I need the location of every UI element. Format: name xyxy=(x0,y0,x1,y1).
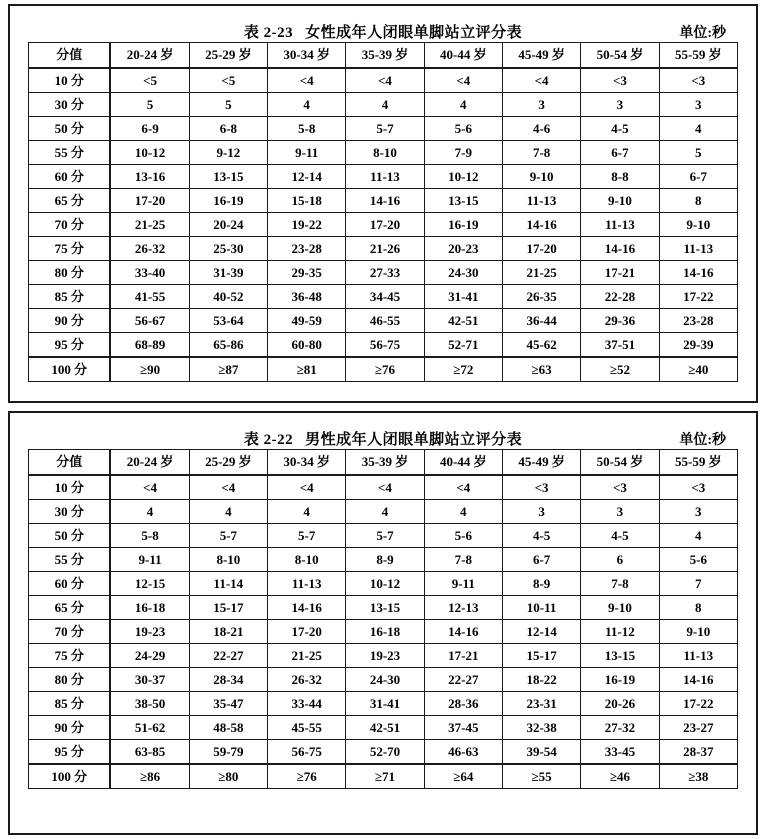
table-cell: 38-50 xyxy=(110,692,189,716)
table-row xyxy=(29,716,738,740)
table-cell: 4 xyxy=(268,93,346,117)
table-cell: 17-21 xyxy=(581,261,659,285)
row-score-label: 70 分 xyxy=(29,620,111,644)
table-row xyxy=(29,500,738,524)
table-cell: 63-85 xyxy=(110,740,189,765)
table-cell: 4 xyxy=(189,500,267,524)
table-cell: <3 xyxy=(581,68,659,93)
table-cell: 16-19 xyxy=(581,668,659,692)
table-cell: 31-41 xyxy=(346,692,424,716)
table-cell: 16-19 xyxy=(424,213,502,237)
table-cell: <5 xyxy=(110,68,189,93)
table-cell: 16-19 xyxy=(189,189,267,213)
score-table-male xyxy=(28,449,738,789)
table-cell: 24-30 xyxy=(424,261,502,285)
table-header-male xyxy=(29,450,738,476)
header-age-55-59: 55-59 岁 xyxy=(659,450,737,476)
table-row xyxy=(29,165,738,189)
table-cell: 37-45 xyxy=(424,716,502,740)
table-cell: 7-8 xyxy=(424,548,502,572)
table-cell: 8-9 xyxy=(502,572,580,596)
table-cell: ≥40 xyxy=(659,357,737,382)
row-score-label: 50 分 xyxy=(29,524,111,548)
table-cell: 8 xyxy=(659,596,737,620)
table-cell: ≥71 xyxy=(346,764,424,789)
header-age-45-49: 45-49 岁 xyxy=(502,43,580,69)
table-cell: 12-13 xyxy=(424,596,502,620)
table-title: 女性成年人闭眼单脚站立评分表 xyxy=(305,25,523,41)
table-cell: 42-51 xyxy=(346,716,424,740)
table-cell: 9-11 xyxy=(268,141,346,165)
header-age-40-44: 40-44 岁 xyxy=(424,43,502,69)
table-body-male xyxy=(29,475,738,789)
table-cell: 21-25 xyxy=(502,261,580,285)
table-row xyxy=(29,548,738,572)
table-cell: 53-64 xyxy=(189,309,267,333)
table-cell: 33-44 xyxy=(268,692,346,716)
table-cell: 3 xyxy=(581,500,659,524)
table-cell: 28-36 xyxy=(424,692,502,716)
table-cell: 5 xyxy=(189,93,267,117)
table-cell: 11-13 xyxy=(346,165,424,189)
table-cell: 15-17 xyxy=(502,644,580,668)
table-cell: 68-89 xyxy=(110,333,189,358)
table-cell: 9-10 xyxy=(581,189,659,213)
table-cell: 8 xyxy=(659,189,737,213)
table-cell: 15-17 xyxy=(189,596,267,620)
table-cell: 23-27 xyxy=(659,716,737,740)
row-score-label: 65 分 xyxy=(29,596,111,620)
table-row xyxy=(29,189,738,213)
table-cell: 45-55 xyxy=(268,716,346,740)
table-cell: 5 xyxy=(110,93,189,117)
table-cell: 22-28 xyxy=(581,285,659,309)
table-cell: 28-37 xyxy=(659,740,737,765)
table-cell: ≥90 xyxy=(110,357,189,382)
table-cell: 7 xyxy=(659,572,737,596)
caption-main xyxy=(244,21,522,42)
table-cell: 29-39 xyxy=(659,333,737,358)
table-cell: 9-10 xyxy=(502,165,580,189)
row-score-label: 55 分 xyxy=(29,141,111,165)
table-cell: 22-27 xyxy=(424,668,502,692)
table-number: 表 2-23 xyxy=(243,25,294,41)
table-cell: 4 xyxy=(346,93,424,117)
table-cell: 7-8 xyxy=(581,572,659,596)
table-cell: 37-51 xyxy=(581,333,659,358)
table-cell: 5-7 xyxy=(189,524,267,548)
table-cell: <4 xyxy=(346,475,424,500)
table-cell: 17-20 xyxy=(268,620,346,644)
table-row xyxy=(29,117,738,141)
table-row xyxy=(29,141,738,165)
table-cell: 26-32 xyxy=(268,668,346,692)
table-row xyxy=(29,213,738,237)
table-cell: 33-45 xyxy=(581,740,659,765)
table-cell: 29-36 xyxy=(581,309,659,333)
table-cell: 56-75 xyxy=(346,333,424,358)
table-title: 男性成年人闭眼单脚站立评分表 xyxy=(305,432,523,448)
table-row xyxy=(29,237,738,261)
table-cell: 9-11 xyxy=(110,548,189,572)
table-cell: 26-32 xyxy=(110,237,189,261)
table-cell: 5 xyxy=(659,141,737,165)
header-age-30-34: 30-34 岁 xyxy=(268,450,346,476)
table-cell: 60-80 xyxy=(268,333,346,358)
table-cell: 5-7 xyxy=(268,524,346,548)
table-cell: 4 xyxy=(346,500,424,524)
header-age-25-29: 25-29 岁 xyxy=(189,450,267,476)
table-caption-female xyxy=(28,12,738,42)
table-cell: 14-16 xyxy=(346,189,424,213)
table-cell: 14-16 xyxy=(502,213,580,237)
table-cell: 11-13 xyxy=(268,572,346,596)
table-unit-label: 单位:秒 xyxy=(679,433,726,448)
table-cell: 6-9 xyxy=(110,117,189,141)
table-cell: 9-11 xyxy=(424,572,502,596)
table-cell: ≥86 xyxy=(110,764,189,789)
table-cell: ≥76 xyxy=(346,357,424,382)
table-cell: <4 xyxy=(424,475,502,500)
table-cell: 42-51 xyxy=(424,309,502,333)
table-cell: 19-23 xyxy=(346,644,424,668)
row-score-label: 60 分 xyxy=(29,165,111,189)
table-cell: <4 xyxy=(424,68,502,93)
table-cell: ≥46 xyxy=(581,764,659,789)
table-cell: 8-9 xyxy=(346,548,424,572)
table-cell: 11-12 xyxy=(581,620,659,644)
row-score-label: 75 分 xyxy=(29,644,111,668)
table-cell: 23-31 xyxy=(502,692,580,716)
table-cell: 31-41 xyxy=(424,285,502,309)
table-cell: <4 xyxy=(502,68,580,93)
table-cell: 5-6 xyxy=(659,548,737,572)
header-age-20-24: 20-24 岁 xyxy=(110,450,189,476)
header-age-20-24: 20-24 岁 xyxy=(110,43,189,69)
table-cell: 4-6 xyxy=(502,117,580,141)
header-age-35-39: 35-39 岁 xyxy=(346,450,424,476)
table-cell: 56-75 xyxy=(268,740,346,765)
table-cell: 4 xyxy=(424,93,502,117)
row-score-label: 10 分 xyxy=(29,475,111,500)
header-score: 分值 xyxy=(29,43,111,69)
table-cell: 14-16 xyxy=(659,261,737,285)
table-cell: 16-18 xyxy=(346,620,424,644)
table-cell: 10-12 xyxy=(424,165,502,189)
table-row xyxy=(29,644,738,668)
table-cell: 19-23 xyxy=(110,620,189,644)
table-row xyxy=(29,261,738,285)
row-score-label: 90 分 xyxy=(29,716,111,740)
table-cell: 3 xyxy=(502,93,580,117)
row-score-label: 70 分 xyxy=(29,213,111,237)
row-score-label: 60 分 xyxy=(29,572,111,596)
table-cell: 13-15 xyxy=(189,165,267,189)
table-cell: ≥38 xyxy=(659,764,737,789)
table-cell: 16-18 xyxy=(110,596,189,620)
table-row xyxy=(29,572,738,596)
table-cell: 18-21 xyxy=(189,620,267,644)
header-age-50-54: 50-54 岁 xyxy=(581,43,659,69)
table-cell: 28-34 xyxy=(189,668,267,692)
header-age-30-34: 30-34 岁 xyxy=(268,43,346,69)
table-cell: <4 xyxy=(110,475,189,500)
table-cell: 6-7 xyxy=(581,141,659,165)
table-cell: 12-15 xyxy=(110,572,189,596)
table-cell: 4-5 xyxy=(581,117,659,141)
table-cell: <3 xyxy=(581,475,659,500)
table-cell: 35-47 xyxy=(189,692,267,716)
table-cell: 24-29 xyxy=(110,644,189,668)
table-cell: 3 xyxy=(659,500,737,524)
table-cell: 40-52 xyxy=(189,285,267,309)
table-cell: 48-58 xyxy=(189,716,267,740)
table-cell: 14-16 xyxy=(424,620,502,644)
table-cell: 9-10 xyxy=(659,213,737,237)
table-cell: 13-15 xyxy=(581,644,659,668)
table-cell: 6-7 xyxy=(659,165,737,189)
table-row xyxy=(29,475,738,500)
table-cell: 13-16 xyxy=(110,165,189,189)
row-score-label: 10 分 xyxy=(29,68,111,93)
table-cell: 13-15 xyxy=(424,189,502,213)
table-cell: 6 xyxy=(581,548,659,572)
row-score-label: 85 分 xyxy=(29,692,111,716)
table-cell: 65-86 xyxy=(189,333,267,358)
row-score-label: 50 分 xyxy=(29,117,111,141)
table-row xyxy=(29,668,738,692)
row-score-label: 100 分 xyxy=(29,357,111,382)
table-cell: 52-70 xyxy=(346,740,424,765)
table-cell: 20-23 xyxy=(424,237,502,261)
table-cell: 11-13 xyxy=(581,213,659,237)
table-cell: <3 xyxy=(659,475,737,500)
header-age-40-44: 40-44 岁 xyxy=(424,450,502,476)
table-cell: 21-25 xyxy=(268,644,346,668)
table-block-male xyxy=(8,411,758,835)
row-score-label: 80 分 xyxy=(29,668,111,692)
table-cell: 7-9 xyxy=(424,141,502,165)
table-cell: 5-7 xyxy=(346,117,424,141)
table-cell: 22-27 xyxy=(189,644,267,668)
table-cell: 14-16 xyxy=(659,668,737,692)
table-row xyxy=(29,333,738,358)
table-cell: <4 xyxy=(268,475,346,500)
table-cell: 46-63 xyxy=(424,740,502,765)
caption-main xyxy=(244,428,522,449)
table-cell: 46-55 xyxy=(346,309,424,333)
table-row xyxy=(29,93,738,117)
table-cell: 26-35 xyxy=(502,285,580,309)
table-cell: 59-79 xyxy=(189,740,267,765)
table-cell: 3 xyxy=(581,93,659,117)
table-cell: 49-59 xyxy=(268,309,346,333)
table-cell: 27-33 xyxy=(346,261,424,285)
table-caption-male xyxy=(28,419,738,449)
table-cell: 10-11 xyxy=(502,596,580,620)
table-cell: 12-14 xyxy=(268,165,346,189)
table-cell: 39-54 xyxy=(502,740,580,765)
table-cell: 11-13 xyxy=(659,644,737,668)
table-cell: 32-38 xyxy=(502,716,580,740)
table-cell: 20-26 xyxy=(581,692,659,716)
table-cell: ≥55 xyxy=(502,764,580,789)
row-score-label: 30 分 xyxy=(29,93,111,117)
row-score-label: 65 分 xyxy=(29,189,111,213)
table-cell: 8-10 xyxy=(189,548,267,572)
table-row xyxy=(29,596,738,620)
row-score-label: 55 分 xyxy=(29,548,111,572)
table-cell: 17-22 xyxy=(659,692,737,716)
row-score-label: 75 分 xyxy=(29,237,111,261)
table-cell: <5 xyxy=(189,68,267,93)
table-row xyxy=(29,764,738,789)
row-score-label: 100 分 xyxy=(29,764,111,789)
table-cell: 8-10 xyxy=(346,141,424,165)
table-cell: 9-10 xyxy=(581,596,659,620)
table-unit-label: 单位:秒 xyxy=(679,26,726,41)
table-cell: 9-10 xyxy=(659,620,737,644)
table-cell: 11-13 xyxy=(659,237,737,261)
table-cell: ≥76 xyxy=(268,764,346,789)
table-cell: 5-8 xyxy=(268,117,346,141)
table-cell: ≥63 xyxy=(502,357,580,382)
table-cell: 4 xyxy=(268,500,346,524)
table-cell: <4 xyxy=(346,68,424,93)
table-cell: 3 xyxy=(659,93,737,117)
table-row xyxy=(29,740,738,765)
table-cell: <4 xyxy=(189,475,267,500)
table-cell: 5-6 xyxy=(424,117,502,141)
table-cell: <3 xyxy=(659,68,737,93)
table-cell: 36-48 xyxy=(268,285,346,309)
table-cell: 29-35 xyxy=(268,261,346,285)
row-score-label: 90 分 xyxy=(29,309,111,333)
table-row xyxy=(29,357,738,382)
table-cell: ≥81 xyxy=(268,357,346,382)
table-header-female xyxy=(29,43,738,69)
table-cell: ≥52 xyxy=(581,357,659,382)
table-row xyxy=(29,68,738,93)
table-cell: 3 xyxy=(502,500,580,524)
table-cell: 11-14 xyxy=(189,572,267,596)
table-cell: 45-62 xyxy=(502,333,580,358)
table-cell: 12-14 xyxy=(502,620,580,644)
table-cell: 33-40 xyxy=(110,261,189,285)
table-cell: 17-22 xyxy=(659,285,737,309)
table-block-female xyxy=(8,4,758,403)
table-cell: 4 xyxy=(659,524,737,548)
row-score-label: 95 分 xyxy=(29,333,111,358)
table-cell: ≥87 xyxy=(189,357,267,382)
table-cell: 27-32 xyxy=(581,716,659,740)
table-cell: 21-26 xyxy=(346,237,424,261)
table-cell: 17-20 xyxy=(502,237,580,261)
table-cell: 17-21 xyxy=(424,644,502,668)
table-cell: 19-22 xyxy=(268,213,346,237)
table-cell: 23-28 xyxy=(659,309,737,333)
header-age-45-49: 45-49 岁 xyxy=(502,450,580,476)
table-cell: ≥72 xyxy=(424,357,502,382)
table-cell: 4 xyxy=(110,500,189,524)
table-cell: 5-8 xyxy=(110,524,189,548)
score-table-female xyxy=(28,42,738,382)
row-score-label: 85 分 xyxy=(29,285,111,309)
table-cell: 51-62 xyxy=(110,716,189,740)
table-cell: 52-71 xyxy=(424,333,502,358)
table-cell: <4 xyxy=(268,68,346,93)
table-cell: 8-10 xyxy=(268,548,346,572)
row-score-label: 30 分 xyxy=(29,500,111,524)
table-cell: 11-13 xyxy=(502,189,580,213)
table-cell: <3 xyxy=(502,475,580,500)
table-cell: 14-16 xyxy=(268,596,346,620)
table-body-female xyxy=(29,68,738,382)
header-age-25-29: 25-29 岁 xyxy=(189,43,267,69)
table-cell: 4-5 xyxy=(581,524,659,548)
table-cell: 21-25 xyxy=(110,213,189,237)
table-cell: 17-20 xyxy=(346,213,424,237)
table-cell: 4 xyxy=(659,117,737,141)
table-cell: 14-16 xyxy=(581,237,659,261)
table-cell: 30-37 xyxy=(110,668,189,692)
table-cell: 5-7 xyxy=(346,524,424,548)
table-cell: 15-18 xyxy=(268,189,346,213)
table-cell: 10-12 xyxy=(110,141,189,165)
table-row xyxy=(29,692,738,716)
table-row xyxy=(29,620,738,644)
table-cell: 23-28 xyxy=(268,237,346,261)
table-row xyxy=(29,285,738,309)
table-cell: 34-45 xyxy=(346,285,424,309)
table-cell: ≥80 xyxy=(189,764,267,789)
table-cell: 24-30 xyxy=(346,668,424,692)
row-score-label: 80 分 xyxy=(29,261,111,285)
header-row xyxy=(29,450,738,476)
table-cell: 20-24 xyxy=(189,213,267,237)
table-cell: 56-67 xyxy=(110,309,189,333)
header-row xyxy=(29,43,738,69)
table-row xyxy=(29,524,738,548)
row-score-label: 95 分 xyxy=(29,740,111,765)
table-number: 表 2-22 xyxy=(243,432,294,448)
table-cell: 6-8 xyxy=(189,117,267,141)
header-age-55-59: 55-59 岁 xyxy=(659,43,737,69)
table-cell: ≥64 xyxy=(424,764,502,789)
table-cell: 4 xyxy=(424,500,502,524)
table-cell: 4-5 xyxy=(502,524,580,548)
header-age-50-54: 50-54 岁 xyxy=(581,450,659,476)
table-cell: 13-15 xyxy=(346,596,424,620)
table-cell: 41-55 xyxy=(110,285,189,309)
table-cell: 5-6 xyxy=(424,524,502,548)
table-cell: 6-7 xyxy=(502,548,580,572)
table-cell: 18-22 xyxy=(502,668,580,692)
table-cell: 36-44 xyxy=(502,309,580,333)
table-cell: 8-8 xyxy=(581,165,659,189)
header-score: 分值 xyxy=(29,450,111,476)
table-cell: 10-12 xyxy=(346,572,424,596)
table-row xyxy=(29,309,738,333)
table-cell: 17-20 xyxy=(110,189,189,213)
header-age-35-39: 35-39 岁 xyxy=(346,43,424,69)
table-cell: 7-8 xyxy=(502,141,580,165)
table-cell: 9-12 xyxy=(189,141,267,165)
table-cell: 25-30 xyxy=(189,237,267,261)
table-cell: 31-39 xyxy=(189,261,267,285)
